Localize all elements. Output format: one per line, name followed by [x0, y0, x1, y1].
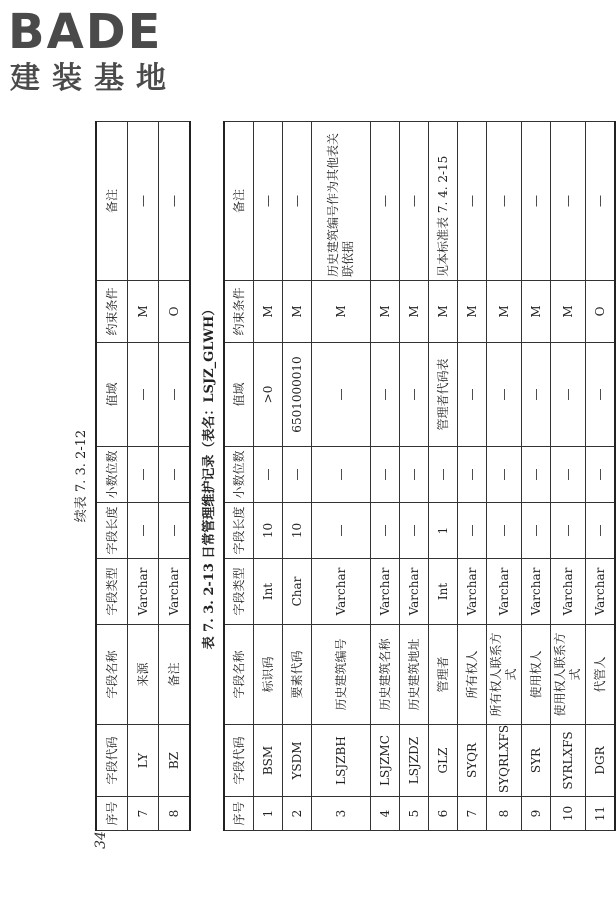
header-cell: 序号 — [224, 797, 254, 831]
table-cell: GLZ — [429, 725, 458, 797]
table-cell: — — [522, 122, 551, 281]
table-cell: 2 — [283, 797, 312, 831]
table-cell: — — [254, 447, 283, 503]
table-cell: 1 — [429, 503, 458, 559]
table-cell: — — [283, 122, 312, 281]
table-cell: M — [400, 281, 429, 343]
table-cell: — — [586, 447, 616, 503]
table-cell: 6 — [429, 797, 458, 831]
table-13 — [223, 121, 616, 831]
table-cell: 历史建筑编号 — [312, 625, 371, 725]
table-row — [487, 122, 522, 831]
header-cell: 字段类型 — [96, 559, 128, 625]
table-cell: M — [312, 281, 371, 343]
table-cell: 所有权人联系方式 — [487, 625, 522, 725]
table-row — [312, 122, 371, 831]
table-row — [522, 122, 551, 831]
table-cell: 8 — [159, 797, 191, 831]
table-cell: Varchar — [458, 559, 487, 625]
table-row — [283, 122, 312, 831]
header-cell: 序号 — [96, 797, 128, 831]
table-cell: — — [400, 122, 429, 281]
rotated-page-content — [67, 121, 607, 831]
table-cell: Varchar — [586, 559, 616, 625]
header-cell: 字段名称 — [96, 625, 128, 725]
table-cell: 7 — [128, 797, 159, 831]
table-cell: M — [128, 281, 159, 343]
table-row — [371, 122, 400, 831]
table-cell: 来源 — [128, 625, 159, 725]
table-cell: M — [371, 281, 400, 343]
table-cell: Int — [429, 559, 458, 625]
table-cell: — — [586, 343, 616, 447]
table-cell: — — [551, 122, 586, 281]
table-12-caption: 续表 7. 3. 2-12 — [74, 429, 89, 523]
logo-subtitle: 建装基地 — [10, 61, 178, 96]
table-cell: SYQRLXFS — [487, 725, 522, 797]
table-cell: — — [400, 343, 429, 447]
table-cell: — — [522, 447, 551, 503]
table-cell: — — [159, 503, 191, 559]
table-cell: — — [312, 343, 371, 447]
table-cell: — — [159, 122, 191, 281]
table-cell: M — [429, 281, 458, 343]
table-cell: 4 — [371, 797, 400, 831]
table-cell: — — [371, 343, 400, 447]
table-cell: 10 — [283, 503, 312, 559]
table-cell: BZ — [159, 725, 191, 797]
header-cell: 字段长度 — [96, 503, 128, 559]
table-cell: — — [586, 503, 616, 559]
header-cell: 备注 — [224, 122, 254, 281]
table-cell: — — [371, 447, 400, 503]
table-cell: LY — [128, 725, 159, 797]
table-cell: Varchar — [371, 559, 400, 625]
table-cell: — — [458, 122, 487, 281]
table-cell: — — [128, 447, 159, 503]
table-row — [429, 122, 458, 831]
table-cell: — — [487, 503, 522, 559]
table-cell: 9 — [522, 797, 551, 831]
table-cell: 6501000010 — [283, 343, 312, 447]
table-cell: SYQR — [458, 725, 487, 797]
table-cell: 3 — [312, 797, 371, 831]
table-cell: 要素代码 — [283, 625, 312, 725]
table-cell: M — [487, 281, 522, 343]
table-cell: 历史建筑名称 — [371, 625, 400, 725]
table-cell: — — [458, 503, 487, 559]
table-cell: — — [312, 447, 371, 503]
table-12 — [95, 121, 191, 831]
table-13-caption: 表 7. 3. 2-13 日常管理维护记录（表名：LSJZ_GLWH） — [202, 302, 217, 650]
table-cell: — — [458, 343, 487, 447]
table-cell: SYR — [522, 725, 551, 797]
table-cell: 使用权人 — [522, 625, 551, 725]
table-cell: Varchar — [522, 559, 551, 625]
header-cell: 约束条件 — [224, 281, 254, 343]
table-cell: YSDM — [283, 725, 312, 797]
table-cell: — — [400, 503, 429, 559]
table-cell: >0 — [254, 343, 283, 447]
table-cell: — — [458, 447, 487, 503]
table-cell: LSJZDZ — [400, 725, 429, 797]
table-cell: — — [159, 447, 191, 503]
table-cell: 代管人 — [586, 625, 616, 725]
table-row — [128, 122, 159, 831]
table-cell: O — [159, 281, 191, 343]
table-cell: — — [551, 447, 586, 503]
table-row — [458, 122, 487, 831]
table-cell: — — [551, 503, 586, 559]
table-cell: — — [487, 343, 522, 447]
table-cell: Varchar — [487, 559, 522, 625]
table-cell: — — [429, 447, 458, 503]
table-header-row — [224, 122, 254, 831]
header-cell: 字段代码 — [224, 725, 254, 797]
table-cell: LSJZBH — [312, 725, 371, 797]
table-cell: Int — [254, 559, 283, 625]
table-cell: M — [522, 281, 551, 343]
logo — [8, 6, 183, 96]
table-cell: 管理者 — [429, 625, 458, 725]
table-row — [586, 122, 616, 831]
table-cell: DGR — [586, 725, 616, 797]
table-cell: BSM — [254, 725, 283, 797]
table-cell: M — [458, 281, 487, 343]
table-cell: — — [128, 343, 159, 447]
table-cell: — — [551, 343, 586, 447]
table-cell: Varchar — [159, 559, 191, 625]
header-cell: 字段代码 — [96, 725, 128, 797]
header-cell: 值域 — [224, 343, 254, 447]
table-cell: 标识码 — [254, 625, 283, 725]
table-cell: Varchar — [551, 559, 586, 625]
table-cell: M — [283, 281, 312, 343]
table-cell: SYRLXFS — [551, 725, 586, 797]
table-row — [254, 122, 283, 831]
header-cell: 字段类型 — [224, 559, 254, 625]
table-cell: — — [128, 503, 159, 559]
header-cell: 备注 — [96, 122, 128, 281]
table-cell: 历史建筑地址 — [400, 625, 429, 725]
table-cell: 8 — [487, 797, 522, 831]
table-header-row — [96, 122, 128, 831]
table-cell: — — [371, 503, 400, 559]
table-cell: — — [312, 503, 371, 559]
header-cell: 字段名称 — [224, 625, 254, 725]
table-cell: M — [254, 281, 283, 343]
table-cell: — — [128, 122, 159, 281]
table-cell: — — [400, 447, 429, 503]
page-number: 34 — [92, 831, 109, 849]
table-cell: — — [283, 447, 312, 503]
table-row — [551, 122, 586, 831]
table-cell: LSJZMC — [371, 725, 400, 797]
table-cell: 10 — [254, 503, 283, 559]
table-cell: 使用权人联系方式 — [551, 625, 586, 725]
table-cell: 管理者代码表 — [429, 343, 458, 447]
table-cell: — — [487, 122, 522, 281]
table-cell: 1 — [254, 797, 283, 831]
table-cell: Varchar — [128, 559, 159, 625]
table-cell: Varchar — [400, 559, 429, 625]
table-cell: M — [551, 281, 586, 343]
table-cell: 11 — [586, 797, 616, 831]
header-cell: 值域 — [96, 343, 128, 447]
table-cell: 5 — [400, 797, 429, 831]
table-cell: — — [159, 343, 191, 447]
table-cell: O — [586, 281, 616, 343]
logo-wordmark: BADE — [8, 4, 163, 60]
table-cell: — — [522, 503, 551, 559]
table-cell: 10 — [551, 797, 586, 831]
table-cell: Varchar — [312, 559, 371, 625]
table-cell: Char — [283, 559, 312, 625]
header-cell: 字段长度 — [224, 503, 254, 559]
table-cell: — — [522, 343, 551, 447]
table-cell: — — [586, 122, 616, 281]
table-cell: 见本标准表 7. 4. 2-15 — [429, 122, 458, 281]
table-cell: 7 — [458, 797, 487, 831]
table-cell: — — [254, 122, 283, 281]
table-cell: 备注 — [159, 625, 191, 725]
table-cell: — — [371, 122, 400, 281]
table-cell: — — [487, 447, 522, 503]
header-cell: 小数位数 — [224, 447, 254, 503]
table-cell: 历史建筑编号作为其他表关联依据 — [312, 122, 371, 281]
table-row — [159, 122, 191, 831]
table-cell: 所有权人 — [458, 625, 487, 725]
header-cell: 约束条件 — [96, 281, 128, 343]
header-cell: 小数位数 — [96, 447, 128, 503]
table-row — [400, 122, 429, 831]
